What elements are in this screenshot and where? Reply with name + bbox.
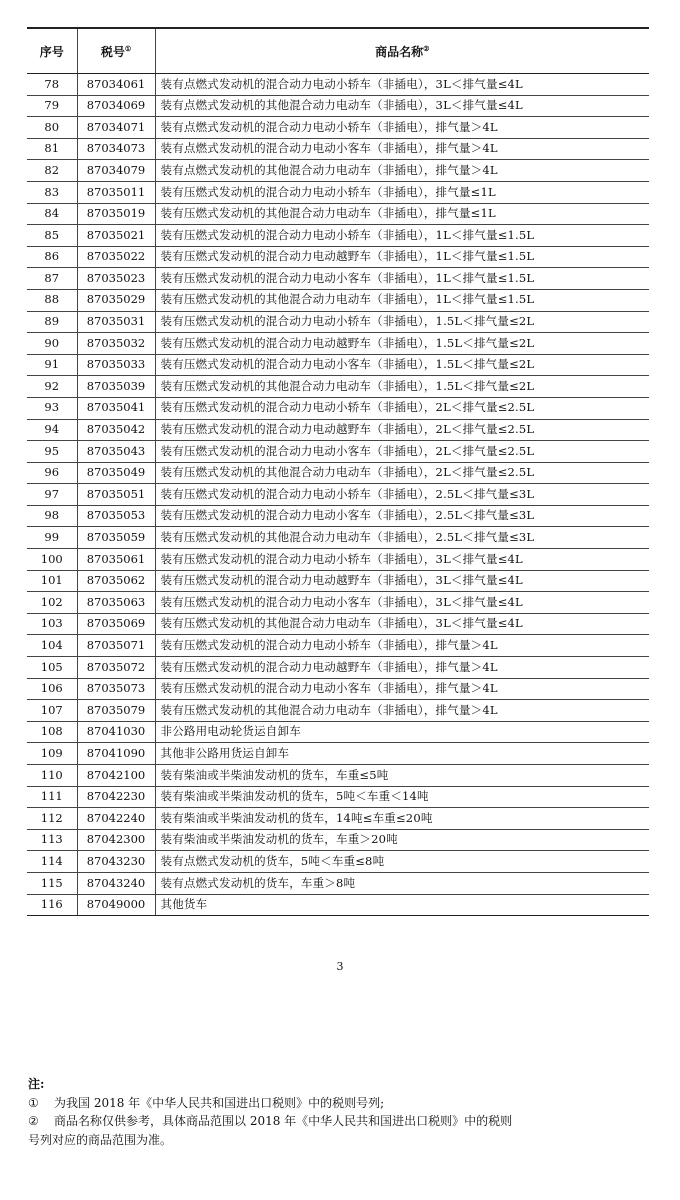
cell-seq: 113 [27, 829, 77, 851]
cell-seq: 87 [27, 268, 77, 290]
cell-code: 87041030 [77, 721, 155, 743]
cell-seq: 100 [27, 549, 77, 571]
table-header [27, 28, 649, 74]
note-text: 为我国 2018 年《中华人民共和国进出口税则》中的税则号列; [54, 1095, 385, 1110]
cell-code: 87034061 [77, 74, 155, 96]
cell-name: 装有压燃式发动机的混合动力电动小轿车（非插电），3L＜排气量≤4L [155, 549, 649, 571]
cell-code: 87034073 [77, 138, 155, 160]
cell-seq: 79 [27, 95, 77, 117]
cell-seq: 114 [27, 851, 77, 873]
cell-name: 其他货车 [155, 894, 649, 916]
cell-name: 装有点燃式发动机的混合动力电动小客车（非插电），排气量＞4L [155, 138, 649, 160]
cell-code: 87035033 [77, 354, 155, 376]
header-seq [27, 28, 77, 74]
cell-code: 87035053 [77, 505, 155, 527]
cell-code: 87042240 [77, 808, 155, 830]
cell-code: 87042230 [77, 786, 155, 808]
cell-name: 装有压燃式发动机的混合动力电动小轿车（非插电），排气量≤1L [155, 181, 649, 203]
cell-code: 87035061 [77, 549, 155, 571]
cell-seq: 81 [27, 138, 77, 160]
cell-code: 87041090 [77, 743, 155, 765]
header-seq-label: 序号 [39, 44, 64, 59]
cell-seq: 105 [27, 657, 77, 679]
cell-code: 87035039 [77, 376, 155, 398]
table-row [27, 138, 649, 160]
cell-seq: 89 [27, 311, 77, 333]
cell-name: 装有柴油或半柴油发动机的货车，车重＞20吨 [155, 829, 649, 851]
table-row [27, 678, 649, 700]
cell-code: 87035022 [77, 246, 155, 268]
cell-name: 装有压燃式发动机的其他混合动力电动车（非插电），1.5L＜排气量≤2L [155, 376, 649, 398]
table-row [27, 397, 649, 419]
table-row [27, 160, 649, 182]
note-mark: ① [28, 1095, 39, 1110]
table-body [27, 74, 649, 916]
cell-code: 87035062 [77, 570, 155, 592]
cell-name: 装有柴油或半柴油发动机的货车，5吨＜车重＜14吨 [155, 786, 649, 808]
cell-code: 87035019 [77, 203, 155, 225]
cell-name: 装有压燃式发动机的混合动力电动小轿车（非插电），2L＜排气量≤2.5L [155, 397, 649, 419]
cell-seq: 78 [27, 74, 77, 96]
cell-seq: 97 [27, 484, 77, 506]
table-row [27, 613, 649, 635]
cell-seq: 108 [27, 721, 77, 743]
header-name-footnote-mark: ② [423, 43, 430, 53]
cell-code: 87035011 [77, 181, 155, 203]
note-mark: ② [28, 1114, 39, 1129]
table-row [27, 743, 649, 765]
cell-seq: 111 [27, 786, 77, 808]
cell-seq: 94 [27, 419, 77, 441]
cell-seq: 90 [27, 333, 77, 355]
cell-code: 87043230 [77, 851, 155, 873]
table-row [27, 527, 649, 549]
cell-name: 装有压燃式发动机的混合动力电动小客车（非插电），2.5L＜排气量≤3L [155, 505, 649, 527]
cell-name: 装有压燃式发动机的其他混合动力电动车（非插电），排气量＞4L [155, 700, 649, 722]
cell-name: 装有压燃式发动机的混合动力电动小客车（非插电），1L＜排气量≤1.5L [155, 268, 649, 290]
cell-code: 87049000 [77, 894, 155, 916]
table-row [27, 181, 649, 203]
table-row [27, 721, 649, 743]
note-item [28, 1112, 628, 1149]
cell-name: 装有压燃式发动机的混合动力电动小客车（非插电），排气量＞4L [155, 678, 649, 700]
cell-code: 87035059 [77, 527, 155, 549]
cell-seq: 84 [27, 203, 77, 225]
cell-seq: 83 [27, 181, 77, 203]
header-name-label: 商品名称 [375, 44, 424, 59]
cell-name: 装有压燃式发动机的混合动力电动小轿车（非插电），1.5L＜排气量≤2L [155, 311, 649, 333]
table-row [27, 635, 649, 657]
cell-name: 装有压燃式发动机的混合动力电动小客车（非插电），2L＜排气量≤2.5L [155, 441, 649, 463]
cell-code: 87035071 [77, 635, 155, 657]
cell-code: 87035031 [77, 311, 155, 333]
cell-seq: 93 [27, 397, 77, 419]
table-row [27, 592, 649, 614]
cell-seq: 85 [27, 225, 77, 247]
table-row [27, 829, 649, 851]
cell-name: 装有点燃式发动机的混合动力电动小轿车（非插电），3L＜排气量≤4L [155, 74, 649, 96]
cell-name: 装有压燃式发动机的混合动力电动越野车（非插电），3L＜排气量≤4L [155, 570, 649, 592]
note-text-continuation: 号列对应的商品范围为准。 [28, 1132, 173, 1147]
cell-code: 87035023 [77, 268, 155, 290]
cell-code: 87035063 [77, 592, 155, 614]
table-row [27, 657, 649, 679]
cell-code: 87035021 [77, 225, 155, 247]
cell-code: 87035073 [77, 678, 155, 700]
cell-name: 装有压燃式发动机的混合动力电动小轿车（非插电），1L＜排气量≤1.5L [155, 225, 649, 247]
cell-seq: 95 [27, 441, 77, 463]
cell-name: 装有压燃式发动机的混合动力电动小轿车（非插电），排气量＞4L [155, 635, 649, 657]
cell-code: 87042300 [77, 829, 155, 851]
header-name [155, 28, 649, 74]
cell-seq: 115 [27, 872, 77, 894]
cell-code: 87034079 [77, 160, 155, 182]
table-row [27, 203, 649, 225]
header-row [27, 28, 649, 74]
table-row [27, 268, 649, 290]
table-row [27, 872, 649, 894]
cell-code: 87035051 [77, 484, 155, 506]
cell-seq: 88 [27, 289, 77, 311]
cell-seq: 107 [27, 700, 77, 722]
cell-name: 装有柴油或半柴油发动机的货车，车重≤5吨 [155, 765, 649, 787]
table-row [27, 894, 649, 916]
cell-seq: 96 [27, 462, 77, 484]
table-row [27, 484, 649, 506]
table-row [27, 808, 649, 830]
cell-code: 87035079 [77, 700, 155, 722]
table-row [27, 549, 649, 571]
cell-name: 装有柴油或半柴油发动机的货车，14吨≤车重≤20吨 [155, 808, 649, 830]
table-row [27, 786, 649, 808]
table-row [27, 570, 649, 592]
table-row [27, 441, 649, 463]
cell-name: 装有压燃式发动机的混合动力电动越野车（非插电），排气量＞4L [155, 657, 649, 679]
cell-name: 装有压燃式发动机的其他混合动力电动车（非插电），1L＜排气量≤1.5L [155, 289, 649, 311]
cell-name: 装有压燃式发动机的混合动力电动越野车（非插电），1L＜排气量≤1.5L [155, 246, 649, 268]
cell-name: 装有点燃式发动机的货车，5吨＜车重≤8吨 [155, 851, 649, 873]
table-row [27, 851, 649, 873]
table-row [27, 333, 649, 355]
cell-name: 装有压燃式发动机的混合动力电动小轿车（非插电），2.5L＜排气量≤3L [155, 484, 649, 506]
cell-seq: 116 [27, 894, 77, 916]
cell-seq: 110 [27, 765, 77, 787]
cell-seq: 80 [27, 117, 77, 139]
cell-name: 装有压燃式发动机的其他混合动力电动车（非插电），2.5L＜排气量≤3L [155, 527, 649, 549]
cell-seq: 102 [27, 592, 77, 614]
cell-code: 87035029 [77, 289, 155, 311]
cell-name: 装有点燃式发动机的其他混合动力电动车（非插电），3L＜排气量≤4L [155, 95, 649, 117]
cell-name: 其他非公路用货运自卸车 [155, 743, 649, 765]
cell-code: 87043240 [77, 872, 155, 894]
cell-code: 87035041 [77, 397, 155, 419]
cell-seq: 112 [27, 808, 77, 830]
cell-name: 装有点燃式发动机的混合动力电动小轿车（非插电），排气量＞4L [155, 117, 649, 139]
cell-name: 装有点燃式发动机的其他混合动力电动车（非插电），排气量＞4L [155, 160, 649, 182]
table-row [27, 311, 649, 333]
cell-name: 装有压燃式发动机的混合动力电动小客车（非插电），3L＜排气量≤4L [155, 592, 649, 614]
table-row [27, 376, 649, 398]
cell-seq: 106 [27, 678, 77, 700]
table-row [27, 117, 649, 139]
cell-name: 装有压燃式发动机的其他混合动力电动车（非插电），排气量≤1L [155, 203, 649, 225]
table-row [27, 419, 649, 441]
table-row [27, 462, 649, 484]
cell-name: 非公路用电动轮货运自卸车 [155, 721, 649, 743]
cell-name: 装有压燃式发动机的其他混合动力电动车（非插电），3L＜排气量≤4L [155, 613, 649, 635]
cell-code: 87035042 [77, 419, 155, 441]
tariff-table [27, 27, 649, 916]
cell-code: 87035069 [77, 613, 155, 635]
cell-seq: 103 [27, 613, 77, 635]
cell-seq: 91 [27, 354, 77, 376]
table-row [27, 289, 649, 311]
cell-code: 87034071 [77, 117, 155, 139]
cell-code: 87042100 [77, 765, 155, 787]
table-row [27, 700, 649, 722]
cell-seq: 101 [27, 570, 77, 592]
table-row [27, 95, 649, 117]
header-code-footnote-mark: ① [124, 43, 132, 53]
cell-seq: 109 [27, 743, 77, 765]
cell-name: 装有压燃式发动机的混合动力电动小客车（非插电），1.5L＜排气量≤2L [155, 354, 649, 376]
page-number: 3 [336, 960, 344, 973]
table-row [27, 74, 649, 96]
cell-code: 87035032 [77, 333, 155, 355]
note-item [28, 1094, 628, 1113]
header-code [77, 28, 155, 74]
table-row [27, 765, 649, 787]
cell-name: 装有压燃式发动机的混合动力电动越野车（非插电），2L＜排气量≤2.5L [155, 419, 649, 441]
cell-seq: 86 [27, 246, 77, 268]
cell-seq: 99 [27, 527, 77, 549]
cell-code: 87035043 [77, 441, 155, 463]
table-row [27, 246, 649, 268]
table-row [27, 505, 649, 527]
cell-name: 装有压燃式发动机的其他混合动力电动车（非插电），2L＜排气量≤2.5L [155, 462, 649, 484]
cell-code: 87034069 [77, 95, 155, 117]
cell-name: 装有点燃式发动机的货车，车重＞8吨 [155, 872, 649, 894]
note-text: 商品名称仅供参考，具体商品范围以 2018 年《中华人民共和国进出口税则》中的税则 [54, 1114, 513, 1129]
cell-code: 87035072 [77, 657, 155, 679]
header-code-label: 税号 [100, 44, 125, 59]
table-row [27, 225, 649, 247]
cell-seq: 98 [27, 505, 77, 527]
cell-name: 装有压燃式发动机的混合动力电动越野车（非插电），1.5L＜排气量≤2L [155, 333, 649, 355]
cell-code: 87035049 [77, 462, 155, 484]
table-row [27, 354, 649, 376]
cell-seq: 104 [27, 635, 77, 657]
notes-title: 注: [28, 1077, 45, 1091]
cell-seq: 82 [27, 160, 77, 182]
cell-seq: 92 [27, 376, 77, 398]
notes-section [28, 1075, 628, 1149]
